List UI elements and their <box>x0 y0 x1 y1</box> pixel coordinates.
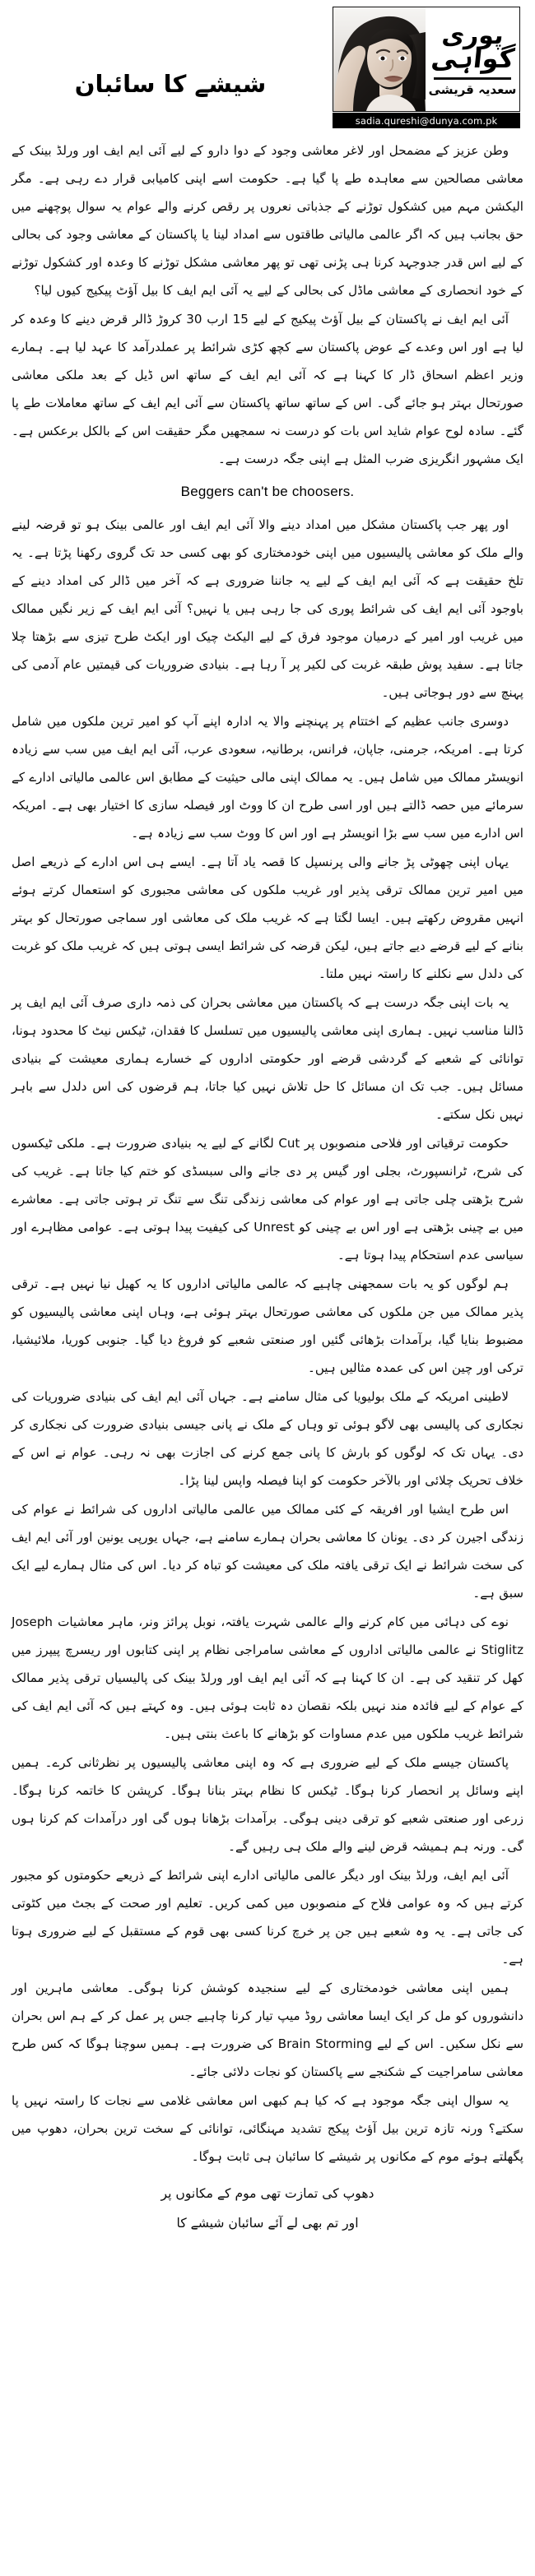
paragraph: آئی ایم ایف نے پاکستان کے بیل آؤٹ پیکیج کے لیے 15 ارب 30 کروڑ ڈالر قرض دینے کا وعدہ کر لیا ہے اور اس وعدے کے عوض پاکستان سے کچھ کڑی شرائط پر عملدرآمد کا عہد لیا ہے۔ ہمارے وزیر اعظم اسحاق ڈار کا کہنا ہے کہ آئی ایم ایف کے ساتھ اس ڈیل کے بعد ملکی معاشی صورتحال بہتر ہو جائے گی۔ اس کے ساتھ ساتھ پاکستان سے آئی ایم ایف کے ساتھ معاملات طے پا گئے۔ سادہ لوح عوام شاید اس بات کو درست نہ سمجھیں مگر حقیقت اس کے بالکل برعکس ہے۔ ایک مشہور انگریزی ضرب المثل ہے اپنی جگہ درست ہے۔ <box>12 312 523 466</box>
paragraph: پاکستان جیسے ملک کے لیے ضروری ہے کہ وہ اپنی معاشی پالیسیوں پر نظرثانی کرے۔ ہمیں اپنے وسائل پر انحصار کرنا ہوگا۔ ٹیکس کا نظام بہتر بنانا ہوگا۔ کرپشن کا خاتمہ کرنا ہوگا۔ زرعی اور صنعتی شعبے کو ترقی دینی ہوگی۔ برآمدات بڑھانا ہوں گی اور درآمدات کم کرنا ہوں گی۔ ورنہ ہم ہمیشہ قرض لینے والے ملک ہی رہیں گے۔ <box>12 1755 523 1854</box>
closing-couplet <box>12 2179 523 2238</box>
author-email-bar[interactable] <box>333 113 520 128</box>
author-photo <box>333 7 426 111</box>
column-logo <box>426 7 519 111</box>
paragraph: آئی ایم ایف، ورلڈ بینک اور دیگر عالمی مالیاتی ادارے اپنی شرائط کے ذریعے حکومتوں کو مجبور کرتے ہیں کہ وہ عوامی فلاح کے منصوبوں میں کمی کریں۔ تعلیم اور صحت کے بجٹ میں کٹوتی کی جاتی ہے۔ یہ وہ شعبے ہیں جن پر خرچ کرنا کسی بھی قوم کے مستقبل کے لیے ضروری ہوتا ہے۔ <box>12 1868 523 1967</box>
paragraph: حکومت ترقیاتی اور فلاحی منصوبوں پر Cut لگانے کے لیے یہ بنیادی ضرورت ہے۔ ملکی ٹیکسوں کی شرح، ٹرانسپورٹ، بجلی اور گیس پر دی جانے والی سبسڈی کو ختم کیا جاتا ہے۔ غریب کی شرح بڑھتی چلی جاتی ہے اور عوام کی معاشی زندگی تنگ سے تنگ تر ہوتی جاتی ہے۔ معاشرے میں بے چینی بڑھتی ہے اور اس بے چینی کو Unrest کی کیفیت پیدا ہوتی ہے۔ عوامی مظاہرے اور سیاسی عدم استحکام پیدا ہوتا ہے۔ <box>12 1136 523 1263</box>
paragraph: لاطینی امریکہ کے ملک بولیویا کی مثال سامنے ہے۔ جہاں آئی ایم ایف کی بنیادی ضروریات کی نجکاری کی پالیسی بھی لاگو ہوئی تو وہاں کے ملک نے پانی جیسی بنیادی ضرورت کی نجکاری کر دی۔ یہاں تک کہ لوگوں کو بارش کا پانی جمع کرنے کی اجازت بھی نہ رہی۔ عوام نے اس کے خلاف تحریک چلائی اور بالآخر حکومت کو اپنا فیصلہ واپس لینا پڑا۔ <box>12 1389 523 1488</box>
column-brand-block <box>333 7 520 112</box>
author-name: سعدیہ قریشی <box>428 82 517 98</box>
paragraph: یہ سوال اپنی جگہ موجود ہے کہ کیا ہم کبھی اس معاشی غلامی سے نجات کا راستہ نہیں پا سکتے؟ ورنہ تازہ ترین بیل آؤٹ پیکج تشدید مہنگائی، توانائی کے سخت ترین بحران، دھوپ میں پگھلتے ہوئے موم کے مکانوں پر شیشے کا سائبان ہی ثابت ہوگا۔ <box>12 2093 523 2164</box>
paragraph: یہ بات اپنی جگہ درست ہے کہ پاکستان میں معاشی بحران کی ذمہ داری صرف آئی ایم ایف پر ڈالنا مناسب نہیں۔ ہماری اپنی معاشی پالیسیوں میں تسلسل کا فقدان، ٹیکس نیٹ کا محدود ہونا، توانائی کے شعبے کے گردشی قرضے اور حکومتی اداروں کے خسارے ہماری معیشت کے بنیادی مسائل ہیں۔ جب تک ان مسائل کا حل تلاش نہیں کیا جاتا، ہم قرضوں کی اس دلدل سے باہر نہیں نکل سکتے۔ <box>12 995 523 1122</box>
paragraph: ہم لوگوں کو یہ بات سمجھنی چاہیے کہ عالمی مالیاتی اداروں کا یہ کھیل نیا نہیں ہے۔ ترقی پذیر ممالک میں جن ملکوں کی معاشی صورتحال بہتر ہوئی ہے، وہاں اپنی معاشی پالیسیوں کو مضبوط بنایا گیا، برآمدات بڑھائی گئیں اور صنعتی شعبے کو فروغ دیا گیا۔ جنوبی کوریا، ملائیشیا، ترکی اور چین اس کی عمدہ مثالیں ہیں۔ <box>12 1276 523 1375</box>
paragraph: اور پھر جب پاکستان مشکل میں امداد دینے والا آئی ایم ایف اور عالمی بینک ہو تو قرضہ لینے والے ملک کو معاشی پالیسیوں میں اپنی خودمختاری کو بھی کسی حد تک گروی رکھنا پڑتا ہے۔ یہ تلخ حقیقت ہے کہ آئی ایم ایف کے لیے یہ جاننا ضروری ہے کہ آخر میں ڈالر کی امداد دینے کے باوجود آئی ایم ایف کی شرائط پوری کی جا رہی ہیں یا نہیں؟ آئی ایم ایف کے زیر نگیں ممالک میں غریب اور امیر کے درمیان موجود فرق کے لیے الیکٹ چیک اور ایکٹ طرح تیزی سے بڑھتا چلا جاتا ہے۔ سفید پوش طبقہ غربت کی لکیر پر آ رہا ہے۔ بنیادی ضروریات کی قیمتیں عام آدمی کی پہنچ سے دور ہوجاتی ہیں۔ <box>12 517 523 700</box>
paragraph: یہاں اپنی چھوٹی پڑ جانے والی پرنسپل کا قصہ یاد آتا ہے۔ ایسے ہی اس ادارے کے ذریعے اصل میں امیر ترین ممالک ترقی پذیر اور غریب ملکوں کی معاشی مجبوری کو استعمال کرتے ہوئے انہیں مقروض رکھتے ہیں۔ ایسا لگتا ہے کہ غریب ملک کی معاشی اور سماجی صورتحال کو بہتر بنانے کے لیے قرضے دیے جاتے ہیں، لیکن قرضہ کی شرائط ایسی ہوتی ہیں کہ غریب ملک کو غربت کی دلدل سے نکلنے کا راستہ نہیں ملتا۔ <box>12 855 523 981</box>
brand-line-2: گواہی <box>429 43 516 75</box>
paragraph: نوے کی دہائی میں کام کرنے والے عالمی شہرت یافتہ، نوبل پرائز ونر، ماہر معاشیات Joseph Stiglitz نے عالمی مالیاتی اداروں کے معاشی سامراجی نظام پر اپنی کتابوں اور ریسرچ پیپرز میں کھل کر تنقید کی ہے۔ ان کا کہنا ہے کہ آئی ایم ایف اور ورلڈ بینک کی پالیسیاں ترقی پذیر ممالک کے عوام کے لیے فائدہ مند نہیں بلکہ نقصان دہ ثابت ہوئی ہیں۔ وہ کہتے ہیں کہ آئی ایم ایف کی شرائط غریب ملکوں میں عدم مساوات کو بڑھانے کا باعث بنتی ہیں۔ <box>12 1615 523 1741</box>
article-main-paragraphs <box>12 511 523 2171</box>
masthead <box>0 0 535 133</box>
paragraph: ہمیں اپنی معاشی خودمختاری کے لیے سنجیدہ کوشش کرنا ہوگی۔ معاشی ماہرین اور دانشوروں کو مل کر ایک ایسا معاشی روڈ میپ تیار کرنا چاہیے جس پر عمل کر کے ہم اس بحران سے نکل سکیں۔ اس کے لیے Brain Storming کی ضرورت ہے۔ ہمیں سوچنا ہوگا کہ کس طرح معاشی سامراجیت کے شکنجے سے پاکستان کو نجات دلائی جائے۔ <box>12 1981 523 2079</box>
paragraph: دوسری جانب عظیم کے اختتام پر پہنچنے والا یہ ادارہ اپنے آپ کو امیر ترین ملکوں میں شامل کرتا ہے۔ امریکہ، جرمنی، جاپان، فرانس، برطانیہ، سعودی عرب، آئی ایم ایف میں سب سے زیادہ انویسٹر ممالک میں شامل ہیں۔ یہ ممالک اپنی مالی حیثیت کے مطابق اس عالمی مالیاتی ادارے کے سرمائے میں حصہ ڈالتے ہیں اور اسی طرح ان کا ووٹ اور فیصلہ سازی کا اختیار بھی ہے۔ امریکہ اس ادارے میں سب سے بڑا انویسٹر ہے اور اس کا ووٹ سب سے زیادہ ہے۔ <box>12 714 523 841</box>
paragraph: اس طرح ایشیا اور افریقہ کے کئی ممالک میں عالمی مالیاتی اداروں کی شرائط نے عوام کی زندگی اجیرن کر دی۔ یونان کا معاشی بحران ہمارے سامنے ہے، جہاں یورپی یونین اور آئی ایم ایف کی سخت شرائط نے ایک ترقی یافتہ ملک کی معیشت کو تباہ کر دیا۔ اس کی مثال ہمارے لیے ایک سبق ہے۔ <box>12 1502 523 1601</box>
logo-divider <box>434 77 512 80</box>
brand-line-1: پوری <box>440 21 505 50</box>
author-email-text: sadia.qureshi@dunya.com.pk <box>355 114 498 127</box>
article-lead-paragraphs <box>12 137 523 473</box>
page-title: شیشے کا سائبان <box>74 70 267 98</box>
paragraph: وطن عزیز کے مضمحل اور لاغر معاشی وجود کے دوا دارو کے لیے آئی ایم ایف اور ورلڈ بینک کے معاشی مصالحین سے معاہدہ طے پا گیا ہے۔ حکومت اسے اپنی کامیابی قرار دے رہی ہے۔ مگر الیکشن مہم میں کشکول توڑنے کے جذباتی نعروں پر رقص کرنے والے عوام یہ سوال پوچھنے میں حق بجانب ہیں کہ اگر عالمی مالیاتی طاقتوں سے امداد لینا یا پاکستان کے معاشی وجود کی بحالی کے لیے اس قدر جدوجہد کرنا ہی پڑنی تھی تو پھر معاشی مشکل توڑنے کا وعدہ اور کشکول توڑنے کے خود انحصاری کے معاشی ماڈل کی بحالی کے لیے یہ آئی ایم ایف کا بیل آؤٹ پیکیج کیوں لیا؟ <box>12 143 523 298</box>
couplet-line: اور تم بھی لے آئے سائبان شیشے کا <box>176 2216 359 2231</box>
english-proverb: Beggers can't be choosers. <box>180 484 355 499</box>
couplet-line: دھوپ کی تمازت تھی موم کے مکانوں پر <box>160 2186 374 2201</box>
article-body <box>0 133 535 2246</box>
